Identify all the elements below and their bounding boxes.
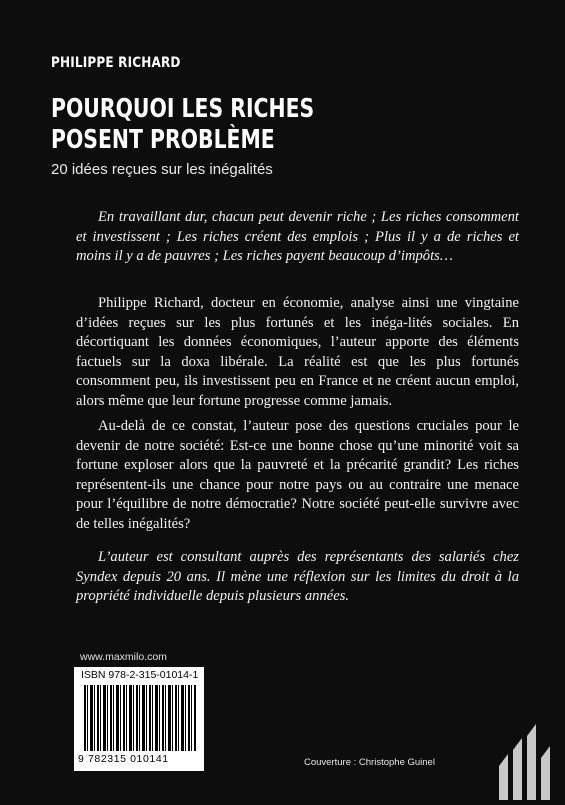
barcode-digits: 9 782315 010141 <box>78 753 169 765</box>
barcode-panel <box>74 667 204 771</box>
author-bio-paragraph: L’auteur est consultant auprès des représentants des salariés chez Syndex depuis 20 ans. Il mène une réflexion sur les limites du droit à la propriété individuelle depuis plusieurs années. <box>76 549 519 605</box>
book-title <box>51 94 314 156</box>
title-line-1: POURQUOI LES RICHES <box>51 94 315 124</box>
subtitle: 20 idées reçues sur les inégalités <box>51 161 273 178</box>
title-line-2: POSENT PROBLÈME <box>51 125 275 155</box>
isbn-label: ISBN 978-2-315-01014-1 <box>81 669 199 681</box>
publisher-website: www.maxmilo.com <box>80 651 167 663</box>
publisher-bars-logo-icon <box>497 724 557 800</box>
author-name: PHILIPPE RICHARD <box>51 55 181 71</box>
barcode-icon <box>84 685 196 751</box>
cover-credit: Couverture : Christophe Guinel <box>304 757 435 768</box>
intro-paragraph: En travaillant dur, chacun peut devenir riche ; Les riches consomment et investissent ; Les riches créent des emplois ; Plus il y a de riches et moins il y a de pauvres ; Les riches payent beaucoup d’impôts… <box>76 209 519 265</box>
questions-paragraph: Au-delà de ce constat, l’auteur pose des questions cruciales pour le devenir de notre société: Est-ce une bonne chose qu’une minorité voit sa fortune exploser alors que la pauvreté et la précarité grandit? Les riches représentent-ils une chance pour notre pays ou au contraire une menace pour l’équilibre de notre démocratie? Notre société peut-elle survivre avec de telles inégalités? <box>76 418 519 532</box>
analysis-paragraph: Philippe Richard, docteur en économie, analyse ainsi une vingtaine d’idées reçues sur les plus fortunés et les inéga-lités sociales. En décortiquant les données économiques, l’auteur apporte des éléments factuels sur la doxa libérale. La réalité est que les plus fortunés consomment peu, ils investissent peu en France et ne créent aucun emploi, alors même que leur fortune progresse comme jamais. <box>76 295 519 409</box>
